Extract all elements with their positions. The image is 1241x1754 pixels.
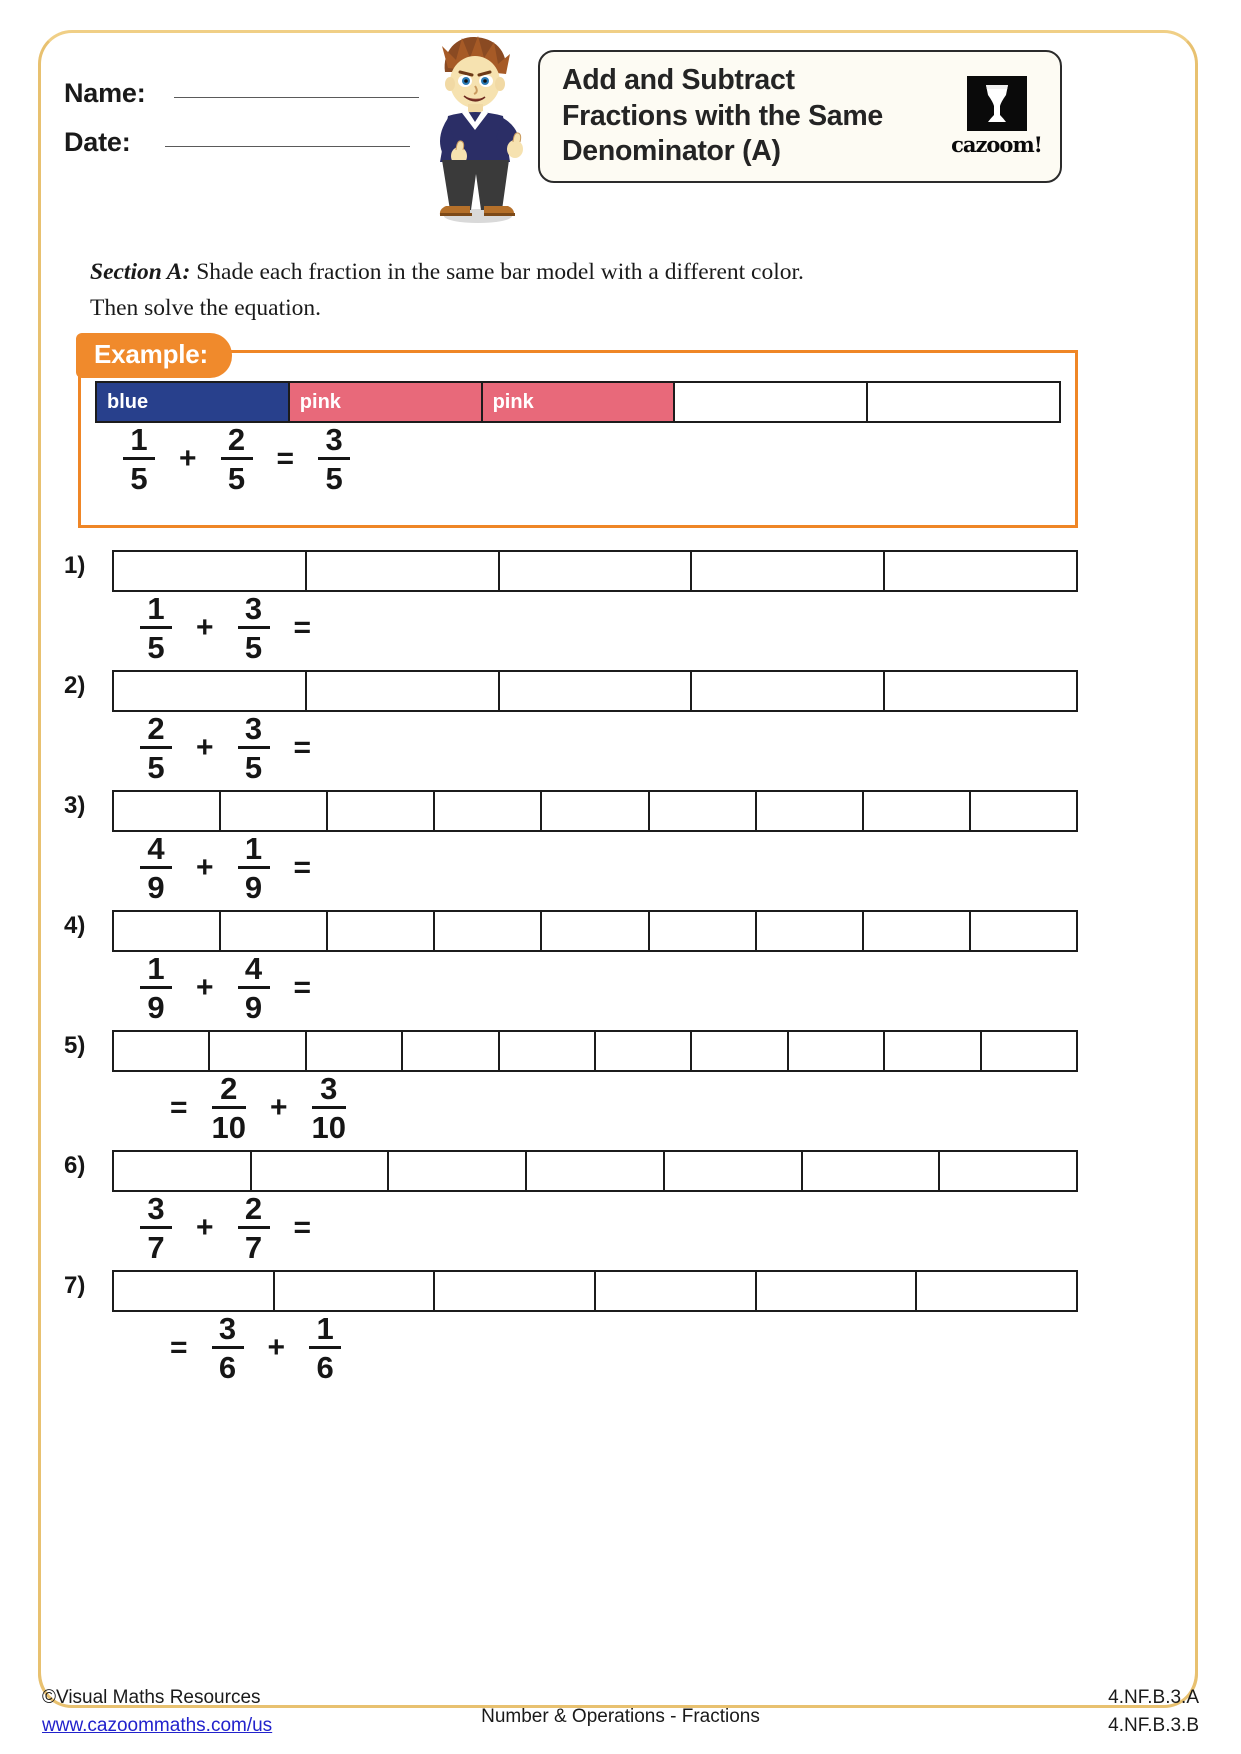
name-field-row xyxy=(64,78,419,109)
example-box xyxy=(78,350,1078,528)
worksheet-footer xyxy=(0,1684,1241,1754)
bar-cell[interactable] xyxy=(665,1152,803,1190)
bar-cell[interactable] xyxy=(275,1272,436,1310)
bar-cell[interactable] xyxy=(542,912,649,950)
instructions-line-1 xyxy=(90,255,1090,291)
fraction-a xyxy=(140,833,172,903)
fraction-b-denominator: 9 xyxy=(244,870,263,905)
equals-sign: = xyxy=(170,1331,188,1364)
bar-cell[interactable] xyxy=(221,792,328,830)
fraction-a xyxy=(140,593,172,663)
footer-topic: Number & Operations - Fractions xyxy=(481,1706,760,1727)
bar-model-wrapper xyxy=(112,550,1078,592)
example-tab-label: Example: xyxy=(76,333,232,378)
fraction-b-denominator: 6 xyxy=(316,1350,334,1385)
bar-cell[interactable] xyxy=(328,792,435,830)
worksheet-title-box xyxy=(538,50,1062,183)
question-bar-model[interactable] xyxy=(112,1270,1078,1312)
fraction-a-denominator: 6 xyxy=(218,1350,237,1385)
bar-cell[interactable] xyxy=(596,1032,692,1070)
instructions-line-2: Then solve the equation. xyxy=(90,294,322,321)
question-equation xyxy=(112,712,1198,784)
date-field-row xyxy=(64,127,410,158)
fraction-b-numerator: 4 xyxy=(244,951,263,986)
bar-cell[interactable] xyxy=(757,912,864,950)
fraction-a-denominator: 9 xyxy=(147,990,165,1025)
question-item xyxy=(38,1150,1198,1264)
bar-cell[interactable] xyxy=(500,552,693,590)
bar-model-wrapper xyxy=(112,670,1078,712)
bar-model-wrapper xyxy=(112,910,1078,952)
fraction-b-numerator: 2 xyxy=(227,422,246,457)
question-equation xyxy=(112,1072,1198,1144)
fraction-a-denominator: 5 xyxy=(147,630,165,665)
plus-sign: + xyxy=(196,1211,214,1244)
bar-cell[interactable]: blue xyxy=(97,383,290,421)
equals-sign: = xyxy=(293,731,312,764)
fraction-b-denominator: 7 xyxy=(244,1230,263,1265)
question-number: 1) xyxy=(64,552,86,579)
bar-cell[interactable] xyxy=(885,672,1076,710)
bar-cell[interactable] xyxy=(114,1032,210,1070)
fraction-a xyxy=(212,1073,246,1143)
bar-cell[interactable] xyxy=(868,383,1059,421)
bar-model-wrapper xyxy=(112,790,1078,832)
plus-sign: + xyxy=(196,851,214,884)
question-item xyxy=(38,790,1198,904)
bar-cell[interactable] xyxy=(114,912,221,950)
bar-cell[interactable] xyxy=(500,672,693,710)
fraction-b-denominator: 5 xyxy=(227,461,246,496)
bar-cell[interactable] xyxy=(692,672,885,710)
bar-cell[interactable] xyxy=(221,912,328,950)
cazoom-vase-icon xyxy=(967,76,1027,131)
fraction-b xyxy=(312,1073,346,1143)
plus-sign: + xyxy=(179,442,197,475)
question-bar-model[interactable] xyxy=(112,790,1078,832)
question-item xyxy=(38,1030,1198,1144)
bar-cell[interactable]: pink xyxy=(483,383,676,421)
fraction-a-numerator: 1 xyxy=(130,422,148,457)
name-input-line[interactable] xyxy=(174,97,419,98)
question-number: 7) xyxy=(64,1272,86,1299)
equals-sign: = xyxy=(293,611,312,644)
question-number: 5) xyxy=(64,1032,86,1059)
fraction-a-numerator: 2 xyxy=(147,711,165,746)
fraction-a-numerator: 2 xyxy=(220,1071,238,1106)
bar-cell[interactable] xyxy=(864,792,971,830)
bar-cell[interactable] xyxy=(650,792,757,830)
bar-cell[interactable] xyxy=(940,1152,1076,1190)
equals-sign: = xyxy=(293,1211,312,1244)
bar-cell[interactable] xyxy=(389,1152,527,1190)
fraction-a-denominator: 5 xyxy=(130,461,148,496)
fraction-result-numerator: 3 xyxy=(325,422,343,457)
page-title: Add and Subtract Fractions with the Same Denominator (A) xyxy=(562,63,883,168)
fraction-b-denominator: 10 xyxy=(311,1110,347,1145)
footer-copyright: ©Visual Maths Resources xyxy=(42,1687,261,1708)
fraction-a xyxy=(140,1193,172,1263)
fraction-a-denominator: 7 xyxy=(147,1230,165,1265)
questions-list xyxy=(38,550,1198,1390)
fraction-a-numerator: 4 xyxy=(147,831,165,866)
bar-cell[interactable] xyxy=(596,1272,757,1310)
bar-cell[interactable] xyxy=(307,552,500,590)
worksheet-header xyxy=(38,30,1198,245)
bar-model-wrapper xyxy=(112,1030,1078,1072)
instructions-text-1: Shade each fraction in the same bar model with a different color. xyxy=(190,259,804,285)
bar-cell[interactable] xyxy=(675,383,868,421)
bar-cell[interactable] xyxy=(252,1152,390,1190)
question-bar-model[interactable] xyxy=(112,910,1078,952)
plus-sign: + xyxy=(196,731,214,764)
bar-cell[interactable] xyxy=(917,1272,1076,1310)
equals-sign: = xyxy=(293,971,312,1004)
fraction-b xyxy=(238,953,270,1023)
fraction-b-numerator: 2 xyxy=(244,1191,263,1226)
bar-cell[interactable] xyxy=(500,1032,596,1070)
bar-cell[interactable] xyxy=(789,1032,885,1070)
question-item xyxy=(38,670,1198,784)
question-equation xyxy=(112,1192,1198,1264)
fraction-a-numerator: 1 xyxy=(147,591,165,626)
fraction-b-denominator: 5 xyxy=(244,750,263,785)
footer-website-link[interactable]: www.cazoommaths.com/us xyxy=(42,1714,273,1736)
fraction-a-denominator: 9 xyxy=(147,870,165,905)
example-bar-model xyxy=(95,381,1061,423)
fraction-b-numerator: 3 xyxy=(320,1071,338,1106)
bar-cell[interactable] xyxy=(435,792,542,830)
bar-cell[interactable] xyxy=(885,552,1076,590)
question-number: 3) xyxy=(64,792,86,819)
fraction-b xyxy=(221,424,253,494)
bar-cell[interactable] xyxy=(982,1032,1076,1070)
plus-sign: + xyxy=(196,971,214,1004)
question-equation xyxy=(112,832,1198,904)
fraction-a-numerator: 1 xyxy=(147,951,165,986)
question-bar-model[interactable] xyxy=(112,1150,1078,1192)
fraction-b-denominator: 5 xyxy=(244,630,263,665)
bar-cell[interactable] xyxy=(757,1272,918,1310)
bar-cell[interactable] xyxy=(435,912,542,950)
equals-sign: = xyxy=(170,1091,188,1124)
bar-cell[interactable] xyxy=(114,672,307,710)
bar-cell[interactable] xyxy=(885,1032,981,1070)
standard-2: 4.NF.B.3.B xyxy=(1108,1714,1199,1736)
fraction-a-numerator: 3 xyxy=(218,1311,237,1346)
fraction-b xyxy=(238,1193,270,1263)
cazoom-wordmark: cazoom! xyxy=(951,132,1042,157)
fraction-b-numerator: 3 xyxy=(244,591,263,626)
question-equation xyxy=(112,952,1198,1024)
name-label: Name: xyxy=(64,78,146,108)
fraction-a-denominator: 5 xyxy=(147,750,165,785)
bar-cell[interactable] xyxy=(971,792,1076,830)
fraction-b xyxy=(238,593,270,663)
question-item xyxy=(38,910,1198,1024)
bar-cell[interactable] xyxy=(757,792,864,830)
bar-cell[interactable]: pink xyxy=(290,383,483,421)
bar-model-wrapper xyxy=(112,1150,1078,1192)
date-input-line[interactable] xyxy=(165,146,410,147)
bar-cell[interactable] xyxy=(864,912,971,950)
fraction-b xyxy=(238,713,270,783)
bar-cell[interactable] xyxy=(114,1272,275,1310)
example-equation xyxy=(95,423,1061,495)
question-item xyxy=(38,1270,1198,1384)
bar-cell[interactable] xyxy=(114,552,307,590)
question-number: 4) xyxy=(64,912,86,939)
question-item xyxy=(38,550,1198,664)
fraction-a xyxy=(212,1313,244,1383)
bar-cell[interactable] xyxy=(403,1032,499,1070)
bar-cell[interactable] xyxy=(527,1152,665,1190)
question-equation xyxy=(112,1312,1198,1384)
cazoom-logo xyxy=(949,75,1044,159)
standard-1: 4.NF.B.3.A xyxy=(1108,1687,1199,1708)
fraction-b-numerator: 1 xyxy=(316,1311,334,1346)
fraction-b-numerator: 3 xyxy=(244,711,263,746)
section-a-instructions xyxy=(90,255,1090,326)
equals-sign: = xyxy=(276,442,295,475)
bar-cell[interactable] xyxy=(328,912,435,950)
fraction-a xyxy=(140,713,172,783)
fraction-result-denominator: 5 xyxy=(325,461,343,496)
question-bar-model[interactable] xyxy=(112,670,1078,712)
question-bar-model[interactable] xyxy=(112,550,1078,592)
plus-sign: + xyxy=(267,1331,286,1364)
fraction-b xyxy=(309,1313,341,1383)
fraction-b-denominator: 9 xyxy=(244,990,263,1025)
bar-cell[interactable] xyxy=(307,1032,403,1070)
bar-cell[interactable] xyxy=(307,672,500,710)
fraction-a xyxy=(140,953,172,1023)
boy-mascot-icon xyxy=(418,34,533,224)
fraction-a xyxy=(123,424,155,494)
question-number: 2) xyxy=(64,672,86,699)
footer-standards xyxy=(1108,1684,1199,1739)
question-equation xyxy=(112,592,1198,664)
bar-cell[interactable] xyxy=(692,1032,788,1070)
question-number: 6) xyxy=(64,1152,86,1179)
fraction-result xyxy=(318,424,350,494)
bar-cell[interactable] xyxy=(650,912,757,950)
bar-cell[interactable] xyxy=(542,792,649,830)
question-bar-model[interactable] xyxy=(112,1030,1078,1072)
fraction-b-numerator: 1 xyxy=(244,831,263,866)
bar-cell[interactable] xyxy=(210,1032,306,1070)
bar-model-wrapper xyxy=(112,1270,1078,1312)
equals-sign: = xyxy=(293,851,312,884)
date-label: Date: xyxy=(64,127,131,157)
bar-cell[interactable] xyxy=(114,792,221,830)
plus-sign: + xyxy=(270,1091,288,1124)
bar-cell[interactable] xyxy=(971,912,1076,950)
fraction-a-denominator: 10 xyxy=(211,1110,247,1145)
section-label: Section A: xyxy=(90,259,191,285)
worksheet-page xyxy=(38,30,1198,1744)
fraction-b xyxy=(238,833,270,903)
bar-cell[interactable] xyxy=(435,1272,596,1310)
bar-cell[interactable] xyxy=(692,552,885,590)
bar-cell[interactable] xyxy=(803,1152,941,1190)
plus-sign: + xyxy=(196,611,214,644)
fraction-a-numerator: 3 xyxy=(147,1191,165,1226)
bar-cell[interactable] xyxy=(114,1152,252,1190)
